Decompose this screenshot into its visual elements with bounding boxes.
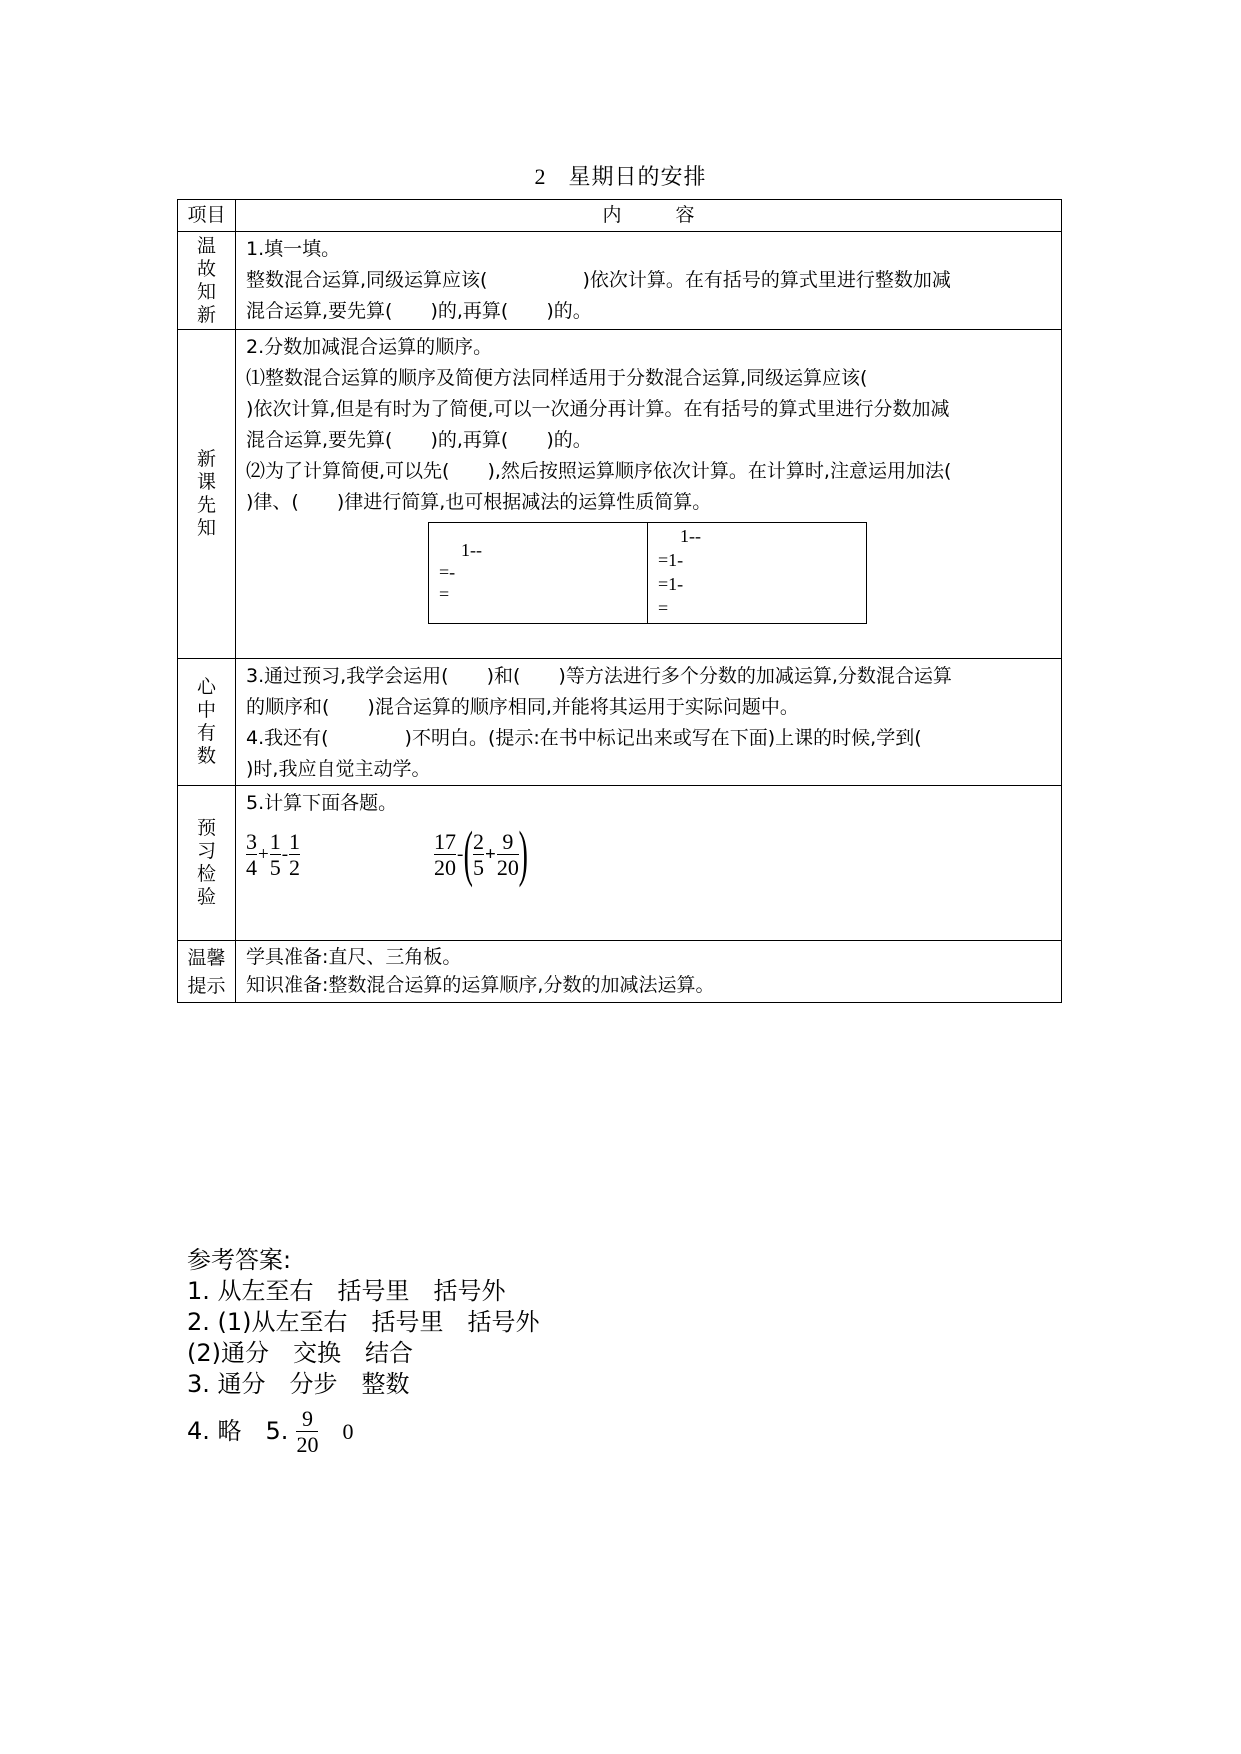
label-char: 知 (196, 517, 216, 539)
row-new-lesson-content (236, 330, 1062, 659)
calc-line: = (439, 584, 450, 604)
row-tips-label (178, 941, 236, 1003)
text-line: 2.分数加减混合运算的顺序。 (246, 336, 493, 358)
right-paren: ) (518, 820, 528, 888)
row-preview-check (178, 786, 1062, 941)
row-reflection-label (178, 659, 236, 786)
label-char: 先 (196, 494, 216, 516)
label-text: 温馨 (187, 946, 226, 969)
text-line: 知识准备:整数混合运算的运算顺序,分数的加减法运算。 (246, 974, 715, 996)
expression-2 (434, 820, 528, 888)
row-tips (178, 941, 1062, 1003)
title-text: 星期日的安排 (568, 165, 707, 190)
label-char: 心 (196, 676, 216, 698)
row-preview-check-content (236, 786, 1062, 941)
calc-line: =1- (658, 550, 684, 570)
expression-1 (246, 829, 300, 880)
header-content-cell (236, 200, 1062, 232)
row-new-lesson-label (178, 330, 236, 659)
row-reflection (178, 659, 1062, 786)
page-title (0, 160, 1241, 191)
label-char: 故 (196, 257, 216, 280)
header-item-cell (178, 200, 236, 232)
calc-line: 1-- (461, 540, 482, 560)
label-char: 有 (196, 722, 216, 744)
answer-heading: 参考答案: (187, 1246, 292, 1274)
label-char: 验 (196, 886, 216, 908)
answer-key (187, 1245, 540, 1457)
operator: - (281, 843, 289, 865)
label-char: 新 (196, 303, 216, 326)
text-line: )依次计算,但是有时为了简便,可以一次通分再计算。在有括号的算式里进行分数加减 (246, 398, 950, 420)
worksheet-table (177, 199, 1062, 1003)
label-text: 提示 (187, 974, 226, 997)
label-char: 课 (196, 471, 216, 493)
answer-text: 4. 略 5. (187, 1417, 289, 1445)
answer-line: 1. 从左至右 括号里 括号外 (187, 1277, 506, 1305)
label-char: 数 (196, 745, 216, 767)
text-line: 4.我还有( )不明白。(提示:在书中标记出来或写在下面)上课的时候,学到( (246, 727, 922, 749)
fraction: $\frac{17}{20}$ (434, 828, 457, 880)
text-line: )律、( )律进行简算,也可根据减法的运算性质简算。 (246, 491, 712, 513)
text-line: 1.填一填。 (246, 238, 341, 260)
fraction: $\frac{1}{2}$ (289, 828, 301, 880)
left-paren: ( (464, 820, 474, 888)
text-line: ⑵为了计算简便,可以先( ),然后按照运算顺序依次计算。在计算时,注意运用加法( (246, 460, 952, 482)
text-line: 学具准备:直尺、三角板。 (246, 946, 462, 968)
fraction: $\frac{1}{5}$ (269, 828, 281, 880)
fraction: $\frac{9}{20}$ (296, 1406, 319, 1457)
operator: + (485, 843, 496, 865)
operator: + (258, 843, 269, 865)
answer-line: 2. (1)从左至右 括号里 括号外 (187, 1308, 540, 1336)
label-char: 温 (196, 234, 216, 257)
calc-line: =1- (658, 574, 684, 594)
answer-line: (2)通分 交换 结合 (187, 1339, 413, 1367)
row-reflection-content (236, 659, 1062, 786)
label-char: 习 (196, 840, 216, 862)
fraction: $\frac{9}{20}$ (496, 828, 519, 880)
operator: - (457, 843, 464, 865)
fraction: $\frac{2}{5}$ (473, 828, 485, 880)
calculation-box-left (429, 523, 647, 623)
text-line: 5.计算下面各题。 (246, 792, 398, 814)
header-content-char-1: 内 (602, 204, 622, 226)
answer-text: 0 (342, 1419, 354, 1444)
calc-line: 1-- (680, 526, 701, 546)
text-line: 整数混合运算,同级运算应该( )依次计算。在有括号的算式里进行整数加减 (246, 269, 951, 291)
header-content-char-2: 容 (675, 204, 695, 226)
row-review-label (178, 232, 236, 330)
header-item-label: 项目 (187, 204, 226, 226)
answer-line (187, 1406, 540, 1457)
row-review (178, 232, 1062, 330)
title-number: 2 (534, 164, 547, 189)
calc-line: =- (439, 562, 456, 582)
text-line: 混合运算,要先算( )的,再算( )的。 (246, 429, 592, 451)
row-review-content (236, 232, 1062, 330)
label-char: 预 (196, 817, 216, 839)
text-line: 3.通过预习,我学会运用( )和( )等方法进行多个分数的加减运算,分数混合运算 (246, 665, 952, 687)
calculation-box-right (647, 523, 866, 623)
table-header-row (178, 200, 1062, 232)
text-line: 混合运算,要先算( )的,再算( )的。 (246, 300, 592, 322)
text-line: ⑴整数混合运算的顺序及简便方法同样适用于分数混合运算,同级运算应该( (246, 367, 868, 389)
fraction: $\frac{3}{4}$ (246, 828, 257, 880)
text-line: )时,我应自觉主动学。 (246, 758, 431, 780)
calculation-box (428, 522, 867, 624)
label-char: 知 (196, 280, 216, 303)
label-char: 新 (196, 448, 216, 470)
expression-row (246, 820, 1053, 888)
label-char: 中 (196, 699, 216, 721)
text-line: 的顺序和( )混合运算的顺序相同,并能将其运用于实际问题中。 (246, 696, 799, 718)
calc-line: = (658, 598, 669, 618)
row-tips-content (236, 941, 1062, 1003)
row-new-lesson (178, 330, 1062, 659)
label-char: 检 (196, 863, 216, 885)
answer-line: 3. 通分 分步 整数 (187, 1370, 410, 1398)
row-preview-check-label (178, 786, 236, 941)
